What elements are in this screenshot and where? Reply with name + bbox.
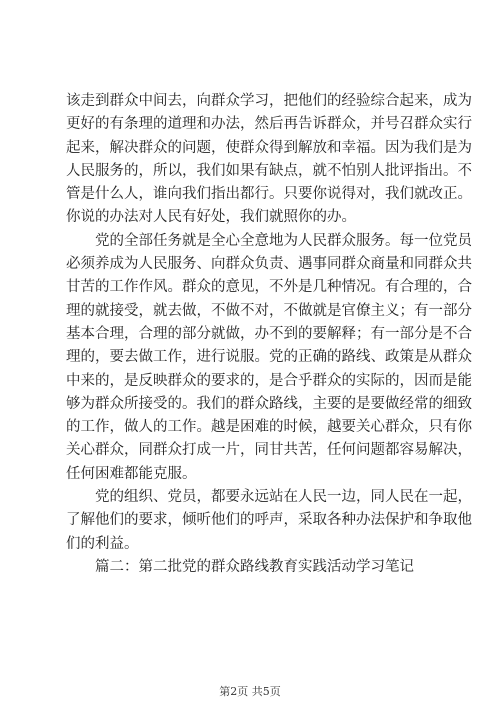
text-line: 们的利益。	[66, 535, 139, 552]
text-line: 人民服务的，所以，我们如果有缺点，就不怕别人批评指出。不	[66, 162, 472, 179]
paragraph-start-line: 党的全部任务就是全心全意地为人民群众服务。每一位党员	[95, 232, 472, 249]
document-body	[66, 90, 472, 579]
text-line: 必须养成为人民服务、向群众负责、遇事同群众商量和同群众共	[66, 256, 472, 273]
text-line: 理的就接受，就去做，不做不对，不做就是官僚主义；有一部分	[66, 302, 472, 319]
text-line: 任何困难都能克服。	[66, 465, 197, 482]
text-line: 理的，要去做工作，进行说服。党的正确的路线、政策是从群众	[66, 349, 472, 366]
text-line: 更好的有条理的道理和办法，然后再告诉群众，并号召群众实行	[66, 116, 472, 133]
text-line: 中来的，是反映群众的要求的，是合乎群众的实际的，因而是能	[66, 372, 472, 389]
text-line: 了解他们的要求，倾听他们的呼声，采取各种办法保护和争取他	[66, 512, 472, 529]
paragraph-start-line: 党的组织、党员，都要永远站在人民一边，同人民在一起，	[95, 489, 472, 506]
text-line: 起来，解决群众的问题，使群众得到解放和幸福。因为我们是为	[66, 139, 472, 156]
text-line: 够为群众所接受的。我们的群众路线，主要的是要做经常的细致	[66, 395, 472, 412]
text-line: 关心群众，同群众打成一片，同甘共苦，任何问题都容易解决，	[66, 442, 472, 459]
text-line: 的工作，做人的工作。越是困难的时候，越要关心群众，只有你	[66, 419, 472, 436]
text-line: 基本合理，合理的部分就做，办不到的要解释；有一部分是不合	[66, 325, 472, 342]
section-heading: 篇二：第二批党的群众路线教育实践活动学习笔记	[95, 558, 414, 575]
text-line: 你说的办法对人民有好处，我们就照你的办。	[66, 209, 356, 226]
text-line: 该走到群众中间去，向群众学习，把他们的经验综合起来，成为	[66, 93, 472, 109]
text-line: 甘苦的工作作风。群众的意见，不外是几种情况。有合理的，合	[66, 279, 472, 296]
page-footer: 第2页 共5页	[219, 685, 281, 698]
text-line: 管是什么人，谁向我们指出都行。只要你说得对，我们就改正。	[66, 186, 472, 203]
